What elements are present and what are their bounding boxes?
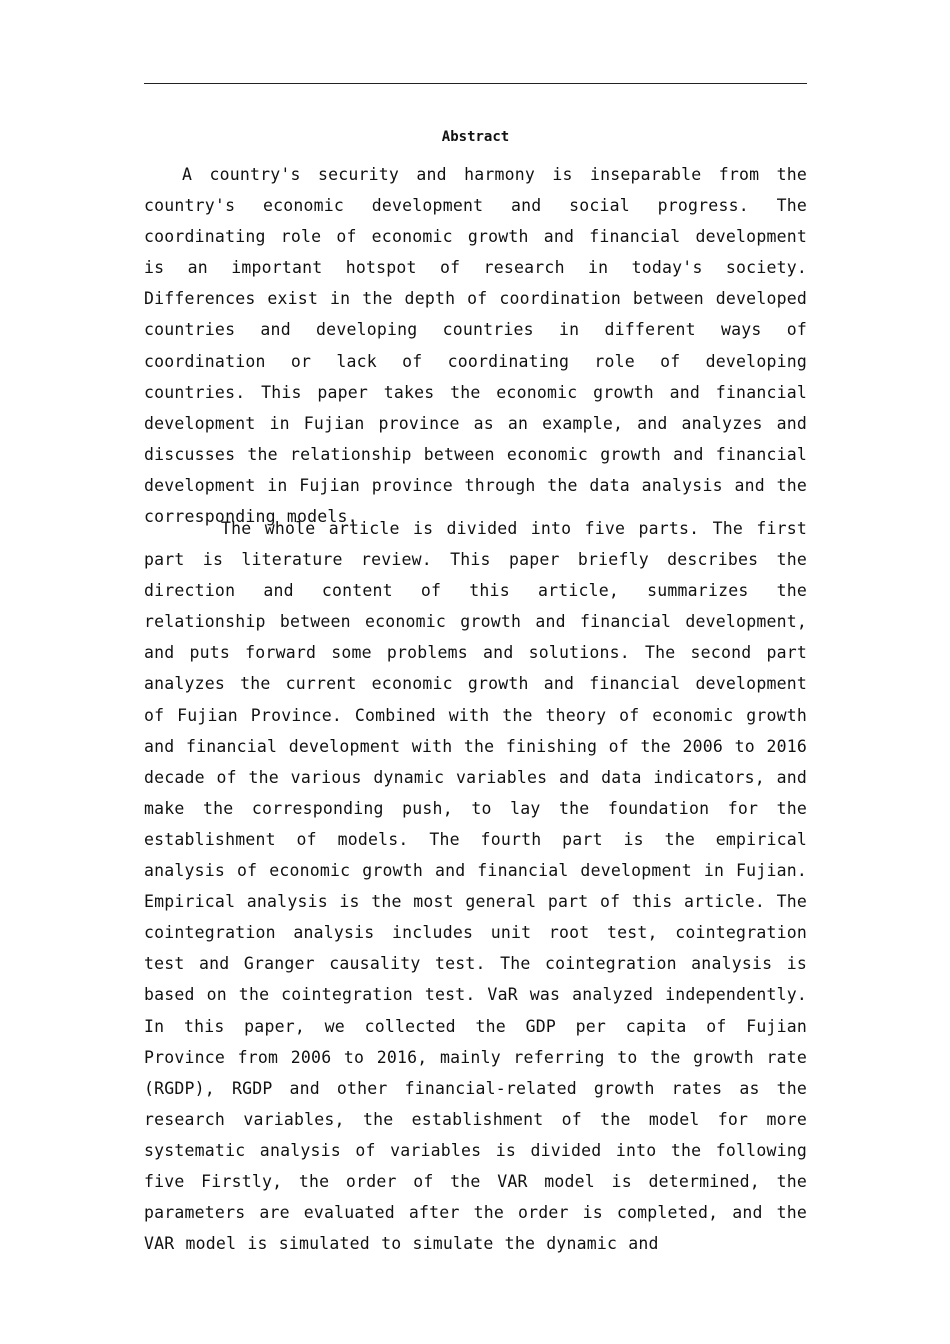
abstract-heading: Abstract <box>441 129 510 145</box>
abstract-paragraph-2: The whole article is divided into five parts. The first part is literature review. This paper briefly describes the direction and content of this article, summarizes the relationship between economic growth and financial development, and puts forward some problems and solutions. The second part analyzes the current economic growth and financial development of Fujian Province. Combined with the theory of economic growth and financial development with the finishing of the 2006 to 2016 decade of the various dynamic variables and data indicators, and make the corresponding push, to lay the foundation for the establishment of models. The fourth part is the empirical analysis of economic growth and financial development in Fujian. Empirical analysis is the most general part of this article. The cointegration analysis includes unit root test, cointegration test and Granger causality test. The cointegration analysis is based on the cointegration test. VaR was analyzed independently. In this paper, we collected the GDP per capita of Fujian Province from 2006 to 2016, mainly referring to the growth rate (RGDP), RGDP and other financial-related growth rates as the research variables, the establishment of the model for more systematic analysis of variables is divided into the following five Firstly, the order of the VAR model is determined, the parameters are evaluated after the order is completed, and the VAR model is simulated to simulate the dynamic and <box>144 519 807 1254</box>
header-rule <box>144 83 807 84</box>
abstract-paragraph-1: A country's security and harmony is inseparable from the country's economic development and social progress. The coordinating role of economic growth and financial development is an important hotspot of research in today's society. Differences exist in the depth of coordination between developed countries and developing countries in different ways of coordination or lack of coordinating role of developing countries. This paper takes the economic growth and financial development in Fujian province as an example, and analyzes and discusses the relationship between economic growth and financial development in Fujian province through the data analysis and the corresponding models. <box>144 165 807 527</box>
